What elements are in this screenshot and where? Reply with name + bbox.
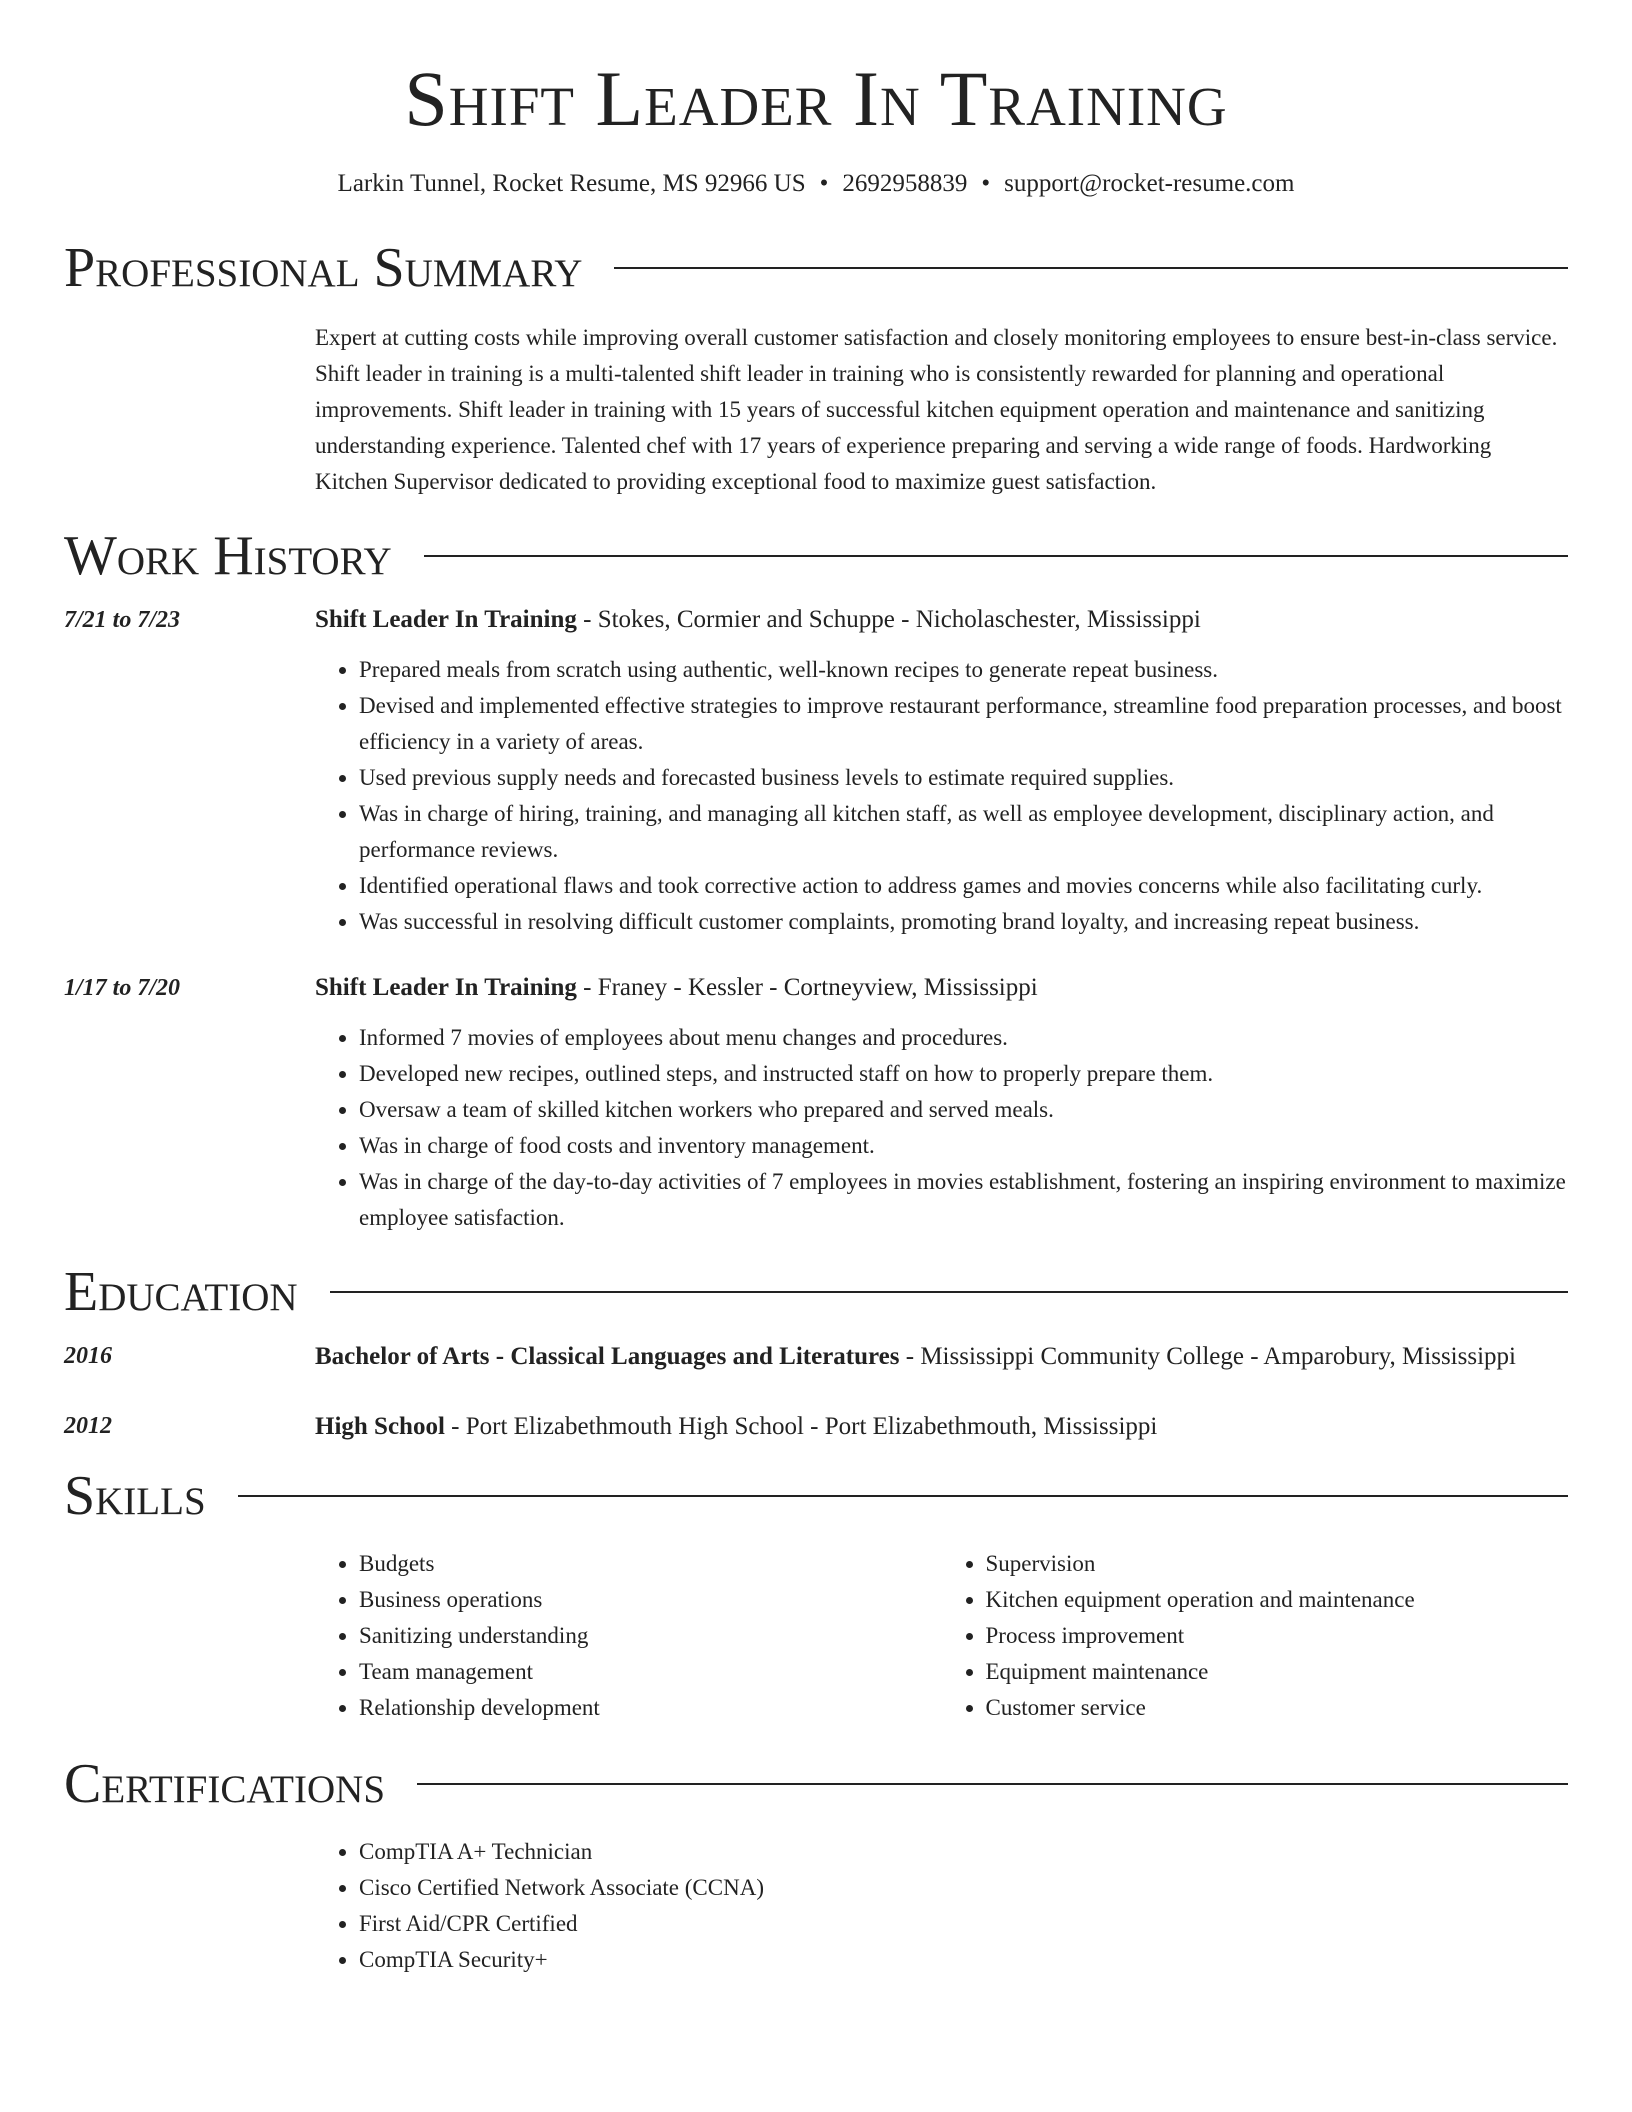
job-spacer: [64, 1006, 315, 1236]
summary-text: Expert at cutting costs while improving overall customer satisfaction and closely monitoring employees to ensure best-in-class service. Shift leader in training is a multi-talented shift leader in training who is consistently rewarded for planning and operational improvements. Shift leader in training with 15 years of successful kitchen equipment operation and maintenance and sanitizing understanding experience. Talented chef with 17 years of experience preparing and serving a wide range of foods. Hardworking Kitchen Supervisor dedicated to providing exceptional food to maximize guest satisfaction.: [315, 325, 1558, 495]
list-item: • Was in charge of hiring, training, and managing all kitchen staff, as well as employee development, disciplinary action, and performance reviews.: [359, 796, 1568, 868]
list-item: • Budgets: [359, 1546, 942, 1582]
contact-email: support@rocket-resume.com: [1004, 169, 1295, 197]
section-heading: [64, 1260, 1568, 1324]
job-details: - Franey - Kessler - Cortneyview, Mississippi: [576, 974, 1038, 1002]
section-heading: [64, 236, 1568, 300]
list-item: • CompTIA A+ Technician: [359, 1834, 764, 1870]
work-history-section: [64, 524, 1568, 1236]
skills-list-left: [315, 1546, 942, 1726]
list-item: • Relationship development: [359, 1690, 942, 1726]
list-item: • Used previous supply needs and forecasted business levels to estimate required supplies.: [359, 760, 1568, 796]
list-item: • Process improvement: [986, 1618, 1569, 1654]
list-item: • Supervision: [986, 1546, 1569, 1582]
list-item: • Prepared meals from scratch using authentic, well-known recipes to generate repeat business.: [359, 652, 1568, 688]
contact-line: [64, 168, 1568, 201]
job-header: [64, 970, 1568, 1006]
certifications-title: Certifications: [64, 1753, 386, 1816]
job-spacer: [64, 638, 315, 940]
list-item: • Cisco Certified Network Associate (CCNA): [359, 1870, 764, 1906]
list-item: • Was in charge of food costs and inventory management.: [359, 1128, 1568, 1164]
skills-columns: [315, 1546, 1568, 1726]
list-item: • Was in charge of the day-to-day activities of 7 employees in movies establishment, fostering an inspiring environment to maximize employee satisfaction.: [359, 1164, 1568, 1236]
job-dates: 1/17 to 7/20: [64, 975, 181, 1002]
certifications-section: [64, 1752, 1568, 1978]
list-item: • Developed new recipes, outlined steps, and instructed staff on how to properly prepare them.: [359, 1056, 1568, 1092]
education-title: Education: [64, 1261, 298, 1324]
job-bullets-col: [315, 638, 1568, 940]
job-entry: [64, 970, 1568, 1236]
list-item: • First Aid/CPR Certified: [359, 1906, 764, 1942]
job-position: Shift Leader In Training: [315, 974, 577, 1002]
resume-name: Shift Leader In Training: [404, 55, 1228, 142]
list-item: • Devised and implemented effective strategies to improve restaurant performance, streamline food preparation processes, and boost efficiency in a variety of areas.: [359, 688, 1568, 760]
education-details: - Mississippi Community College - Amparobury, Mississippi: [899, 1343, 1516, 1371]
section-divider: [330, 1291, 1568, 1293]
list-item: • Informed 7 movies of employees about menu changes and procedures.: [359, 1020, 1568, 1056]
education-details: - Port Elizabethmouth High School - Port Elizabethmouth, Mississippi: [444, 1413, 1158, 1441]
summary-row: [64, 320, 1568, 500]
list-item: • Customer service: [986, 1690, 1569, 1726]
skills-row: [64, 1546, 1568, 1726]
education-year: 2012: [64, 1413, 112, 1440]
contact-phone: 2692958839: [842, 169, 968, 197]
job-bullets: [315, 652, 1568, 940]
job-bullets-row: [64, 638, 1568, 940]
certifications-row: [64, 1834, 1568, 1978]
list-item: • Business operations: [359, 1582, 942, 1618]
skills-spacer: [64, 1546, 315, 1726]
skills-title: Skills: [64, 1465, 206, 1528]
list-item: • CompTIA Security+: [359, 1942, 764, 1978]
education-degree: High School: [315, 1413, 445, 1441]
job-details: - Stokes, Cormier and Schuppe - Nicholaschester, Mississippi: [576, 606, 1201, 634]
job-title-line: [315, 602, 1568, 638]
list-item: • Sanitizing understanding: [359, 1618, 942, 1654]
education-line: [315, 1408, 1568, 1446]
education-degree: Bachelor of Arts - Classical Languages and Literatures: [315, 1343, 900, 1371]
education-year: 2016: [64, 1343, 112, 1370]
section-heading: [64, 1752, 1568, 1816]
contact-separator: •: [981, 169, 991, 197]
job-bullets-row: [64, 1006, 1568, 1236]
job-entry: [64, 602, 1568, 940]
job-bullets: [315, 1020, 1568, 1236]
list-item: • Equipment maintenance: [986, 1654, 1569, 1690]
section-heading: [64, 1464, 1568, 1528]
section-heading: [64, 524, 1568, 588]
section-divider: [417, 1783, 1568, 1785]
job-dates: 7/21 to 7/23: [64, 607, 181, 634]
list-item: • Kitchen equipment operation and maintenance: [986, 1582, 1569, 1618]
skills-section: [64, 1464, 1568, 1726]
contact-separator: •: [819, 169, 829, 197]
education-section: [64, 1260, 1568, 1446]
summary-section: [64, 236, 1568, 500]
list-item: • Identified operational flaws and took corrective action to address games and movies concerns while also facilitating curly.: [359, 868, 1568, 904]
work-history-title: Work History: [64, 525, 392, 588]
job-position: Shift Leader In Training: [315, 606, 577, 634]
skills-list-right: [942, 1546, 1569, 1726]
list-item: • Team management: [359, 1654, 942, 1690]
certifications-spacer: [64, 1834, 315, 1978]
certifications-list: [315, 1834, 764, 1978]
summary-title: Professional Summary: [64, 237, 583, 300]
education-entry: [64, 1338, 1568, 1376]
job-title-line: [315, 970, 1568, 1006]
education-entry: [64, 1408, 1568, 1446]
section-divider: [238, 1495, 1568, 1497]
education-line: [315, 1338, 1568, 1376]
job-bullets-col: [315, 1006, 1568, 1236]
list-item: • Was successful in resolving difficult customer complaints, promoting brand loyalty, and increasing repeat business.: [359, 904, 1568, 940]
section-divider: [424, 555, 1568, 557]
list-item: • Oversaw a team of skilled kitchen workers who prepared and served meals.: [359, 1092, 1568, 1128]
job-header: [64, 602, 1568, 638]
summary-spacer: [64, 320, 315, 500]
section-divider: [614, 267, 1568, 269]
contact-address: Larkin Tunnel, Rocket Resume, MS 92966 US: [337, 169, 806, 197]
